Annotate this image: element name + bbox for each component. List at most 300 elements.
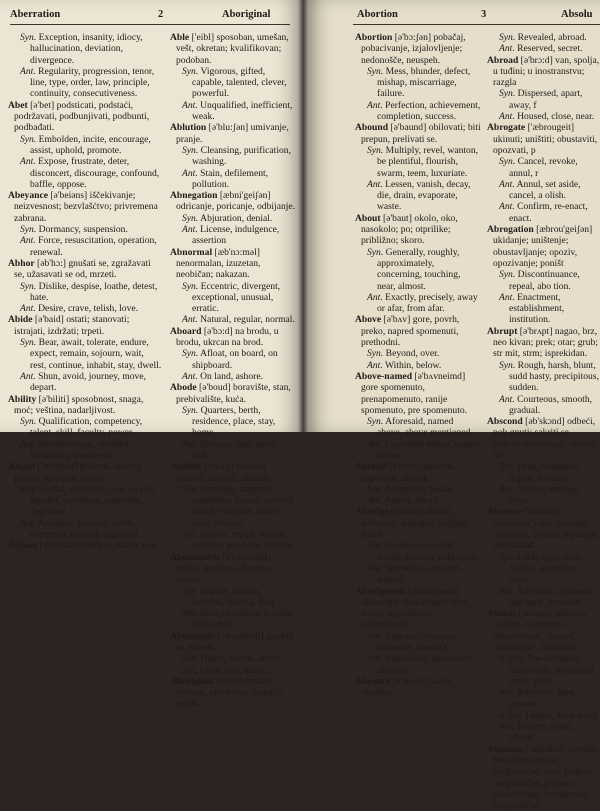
entry-text: Alongside, beside. <box>383 483 457 495</box>
synonym-line <box>487 687 600 710</box>
dictionary-entry <box>8 394 162 417</box>
entry-text: [əb'hɔ:] gnušati se, zgražavati se, užasavati se od, mrzeti. <box>14 257 151 281</box>
left-guide-word: Aberration <box>10 9 61 20</box>
entry-text: Natural, regular, normal. <box>197 314 295 326</box>
headword: Abide <box>8 314 33 326</box>
synonym-line <box>355 247 481 292</box>
headword: Abridge <box>355 506 389 518</box>
entry-text: [ə'bridʒmənt] skraćenje, skraćivanje; izlet, izvod; ograničenje, sekraćivanje. <box>361 585 470 631</box>
entry-text: [ə'brest] uporedo, naporedo, ukorak. <box>361 461 458 484</box>
usage-label: Syn. <box>20 280 37 292</box>
usage-label: Syn. <box>499 269 516 281</box>
usage-label: Ant. <box>499 483 515 495</box>
entry-text: [ə'baund] obilovati; biti prepun, prelivati se. <box>361 122 481 145</box>
headword: Abode <box>170 382 197 394</box>
entry-text: Impure, odious, horrible, hateful, foul. <box>192 585 277 608</box>
usage-label: Syn. <box>20 224 37 236</box>
usage-label: Ant. <box>499 393 515 405</box>
usage-label: Ant. <box>182 314 198 326</box>
dictionary-entry <box>355 32 481 66</box>
usage-label: Ant. <box>182 664 198 676</box>
right-page <box>303 0 600 811</box>
entry-text: Unqualified, inefficient, weak. <box>192 99 293 123</box>
left-guide-word-end: Aboriginal <box>222 9 271 20</box>
entry-text: [æbni'geiʃən] odricanje, poricanje, odbijanje. <box>176 190 296 213</box>
entry-text: Present, come, attend. <box>509 721 574 744</box>
entry-text: [ə'bʌv] gore, povrh, preko, napred spomenuti, prethodni. <box>361 314 460 349</box>
synonym-line <box>170 484 296 529</box>
right-header-rule <box>353 24 600 25</box>
entry-text: Generally, roughly, approximately, concerning, touching, near, almost. <box>377 246 461 292</box>
usage-label: Syn. <box>367 65 384 77</box>
entry-text: Rough, harsh, blunt, sudd hasty, precipitous, sudden. <box>509 359 599 394</box>
entry-text: Bivouac, tent, perch, halt. <box>192 438 280 461</box>
usage-label: Ant. <box>182 167 198 179</box>
dictionary-entry <box>355 213 481 247</box>
dictionary-entry <box>487 506 600 551</box>
usage-label: Syn. <box>499 88 516 100</box>
entry-text: Dormancy, suspension. <box>36 224 128 236</box>
entry-text: Lessen, vanish, decay, die, drain, evaporate, waste. <box>377 178 471 213</box>
usage-label: Ant. <box>182 438 198 450</box>
headword: Absolute <box>487 743 524 755</box>
synonym-line <box>8 416 162 439</box>
synonym-line <box>487 269 600 292</box>
entry-text: Dispersed, apart, away, f <box>509 88 583 111</box>
dictionary-entry <box>355 506 481 540</box>
entry-text: Aforesaid, named above, above mentioned. <box>377 416 473 439</box>
right-page-number: 3 <box>481 9 487 20</box>
synonym-line <box>355 360 481 371</box>
headword: About <box>355 212 381 224</box>
synonym-line <box>8 337 162 371</box>
synonym-line <box>8 235 162 258</box>
usage-label: Syn. <box>182 585 199 597</box>
entry-text: [ə'bɔliʃ] ukinuti; uništiti; zbrisati; ukloniti. <box>176 461 274 484</box>
synonym-line <box>487 461 600 484</box>
right-guide-word-end: Absolu <box>561 9 593 20</box>
synonym-line <box>8 281 162 304</box>
headword: Abject <box>8 461 36 473</box>
usage-label: Ant. <box>182 608 198 620</box>
usage-label: Ant. <box>367 653 383 665</box>
synonym-line <box>355 66 481 100</box>
entry-text: [ə'bɔ:ʃən] pobačaj, pobacivanje, izjalovljenje; nedonošče, neuspeh. <box>361 32 466 66</box>
entry-text: ['eibl] sposoban, umešan, vešt, okretan; kvalifikovan; podoban. <box>176 32 289 66</box>
entry-text: [ə'bridʒ] skratiti, potkratiti; smanjiti; zašiljati; suziti. <box>361 506 470 541</box>
synonym-line <box>487 43 600 54</box>
entry-text: [ə'brɔ:d] van, spolja, u tuđini; u inostranstvu; razgla <box>493 54 600 89</box>
dictionary-entry <box>170 326 296 349</box>
dictionary-entry <box>8 100 162 134</box>
usage-label: Ant. <box>20 517 36 529</box>
usage-label: Syn. <box>182 65 199 77</box>
usage-label: Ant. <box>182 224 198 236</box>
entry-text: Depart, keep away. <box>523 709 600 721</box>
entry-text: Bear, await, tolerate, endure, expect, remain, sojourn, wait, rest, continue, inhabit, stay, dwell. <box>30 337 162 371</box>
headword: Aboard <box>170 325 202 337</box>
usage-label: Ant. <box>367 438 383 450</box>
headword: Abroach <box>355 675 391 687</box>
entry-text: [əb'dʒuə] odreći se, zaklet vom <box>37 540 159 552</box>
synonym-line <box>487 32 600 43</box>
dictionary-entry <box>355 676 481 699</box>
dictionary-entry <box>487 122 600 156</box>
synonym-line <box>355 439 481 462</box>
synonym-line <box>355 563 481 586</box>
headword: Abet <box>8 99 28 111</box>
usage-label: Ant. <box>20 438 36 450</box>
usage-label: Syn. <box>367 416 384 428</box>
left-page-number: 2 <box>158 9 164 20</box>
entry-text: Confirm, re-enact, enact. <box>509 201 588 224</box>
entry-text: [ə'bɔmineit] gnušati se, mrzeti. <box>176 630 294 654</box>
entry-text: Afloat, on board, on shipboard. <box>192 348 278 371</box>
usage-label: Syn. <box>20 483 37 495</box>
entry-text: Courteous, smooth, gradual. <box>509 393 593 416</box>
synonym-line <box>170 439 296 462</box>
synonym-line <box>170 224 296 247</box>
usage-label: Ant. <box>20 303 36 315</box>
synonym-line <box>487 394 600 417</box>
entry-text: Arrogant, princely, noble, esteemed, exalted, dignified. <box>30 517 141 541</box>
synonym-line <box>487 586 600 609</box>
right-page-column-2 <box>487 32 600 811</box>
entry-text: Lack, separation, failure, in tention, want. <box>509 551 584 586</box>
dictionary-entry <box>8 540 162 551</box>
entry-text: Cancel, revoke, annul, r <box>509 156 578 179</box>
synonym-line <box>8 439 162 462</box>
left-header-rule <box>10 24 290 25</box>
entry-text: [ə'bʌvneimd] gore spomenuto, prenapomenuto, ranije spomenuto, pre spomenuto. <box>361 370 468 416</box>
entry-text: [ə'broutʃ] načet, otepljen, <box>361 675 454 699</box>
synonym-line <box>8 303 162 314</box>
synonym-line <box>487 360 600 394</box>
dictionary-entry <box>170 631 296 654</box>
usage-label: Syn. <box>367 630 384 642</box>
synonym-line <box>487 653 600 687</box>
synonym-line <box>170 145 296 168</box>
synonym-line <box>355 631 481 654</box>
entry-text: [ə'bet] podsticati, podstaći, podržavati, podbunjivati, podbunti, podbađati. <box>14 99 150 134</box>
entry-text: Mess, blunder, defect, mishap, miscarriage, failure. <box>377 65 471 100</box>
usage-label: Syn. <box>367 348 384 360</box>
synonym-line <box>487 721 600 744</box>
headword: Abnegation <box>170 190 218 202</box>
synonym-line <box>8 484 162 518</box>
dictionary-entry <box>355 314 481 348</box>
synonym-line <box>355 495 481 506</box>
synonym-line <box>487 156 600 179</box>
usage-label: Ant. <box>20 65 36 77</box>
synonym-line <box>355 348 481 359</box>
headword: Absent <box>487 608 516 620</box>
entry-text: Shun, avoid, journey, move, depart. <box>30 370 146 394</box>
synonym-line <box>8 371 162 394</box>
usage-label: Syn. <box>367 483 384 495</box>
entry-text: Cleansing, purification, washing. <box>192 144 291 168</box>
entry-text: Multiply, revel, wanton, be plentiful, flourish, swarm, teem, luxuriate. <box>377 144 479 179</box>
dictionary-entry <box>487 55 600 89</box>
dictionary-entry <box>487 416 600 461</box>
entry-text: Pre-occupied, inattentive, abstracted, away, gone. <box>509 653 596 687</box>
synonym-line <box>487 484 600 507</box>
usage-label: Ant. <box>499 721 515 733</box>
synonym-line <box>355 292 481 315</box>
dictionary-entry <box>170 382 296 405</box>
usage-label: Syn. <box>182 212 199 224</box>
usage-label: Ant. <box>367 291 383 303</box>
usage-label: Ant. <box>20 370 36 382</box>
entry-text: Desire, crave, telish, love. <box>35 303 139 315</box>
synonym-line <box>8 156 162 190</box>
usage-label: Ant. <box>499 687 515 699</box>
usage-label: Ant. <box>367 178 383 190</box>
entry-text: Quarters, berth, residence, place, stay, home. <box>192 404 276 439</box>
synonym-line <box>170 665 296 676</box>
synonym-line <box>355 653 481 676</box>
right-page-column-1 <box>355 32 481 699</box>
usage-label: Syn. <box>182 653 199 665</box>
entry-text: Condense, curtail, lessen, shorten, abbreviate. <box>377 540 481 563</box>
entry-text: Appear, emerge, show. <box>509 483 580 507</box>
usage-label: Ant. <box>367 99 383 111</box>
headword: Abominate <box>170 630 216 642</box>
synonym-line <box>355 540 481 563</box>
dictionary-entry <box>8 190 162 224</box>
book-gutter <box>298 0 308 432</box>
headword: Above <box>355 314 382 326</box>
entry-text: Regularity, progression, tenor, line, type, order, law, principle, continuity, consecutiveness. <box>30 65 155 100</box>
entry-text: ['æbsənt] odsutan; rasejan, rastresen;— odsustvovati, izostati, izostavljati, izostajati. <box>493 608 588 654</box>
dictionary-entry <box>487 744 600 811</box>
synonym-line <box>487 292 600 326</box>
usage-label: Ant. <box>367 562 383 574</box>
entry-text: Love, like, desire. <box>197 664 270 676</box>
entry-text: Maladroitness, inability, incapacity, weakness. <box>30 438 132 461</box>
synonym-line <box>8 224 162 235</box>
entry-text: [ə'blu:ʃən] umivanje, pranje. <box>176 122 289 145</box>
entry-text: Reserved, secret. <box>514 43 583 55</box>
entry-text: Exposition, annotation, dilution. <box>377 653 475 676</box>
usage-label: Ant. <box>499 585 515 597</box>
entry-text: Epitome, synopsis, summary, abstract. <box>377 630 459 654</box>
synonym-line <box>170 281 296 315</box>
entry-text: Attentive, here, present. <box>509 687 577 710</box>
entry-text: ['æbsəns] odsutnost, odsu vovanje; odsustvo, izostan nepažnja; nedostatak. <box>493 506 599 552</box>
usage-label: Syn. <box>20 32 37 43</box>
entry-text: Pure, charming, lovable, delectable. <box>192 608 295 631</box>
entry-text: Within, below. <box>382 359 442 371</box>
dictionary-entry <box>487 326 600 360</box>
entry-text: Beyond, over. <box>383 348 440 360</box>
synonym-line <box>170 100 296 123</box>
usage-label: Syn. <box>499 156 516 168</box>
dictionary-entry <box>170 32 296 66</box>
dictionary-entry <box>170 247 296 281</box>
synonym-line <box>8 134 162 157</box>
entry-text: Perfection, achievement, completion, success. <box>377 99 481 123</box>
synonym-line <box>487 179 600 202</box>
synonym-line <box>170 168 296 191</box>
entry-text: ['æbsəlu:t] savršen, besu bezuslovan; bezgraničan; pun; potpun; neograničen, potpun; modovoljan; bezuslovan; bezgraničan <box>493 743 600 811</box>
usage-label: Ant. <box>20 156 36 168</box>
headword: Abhor <box>8 257 35 269</box>
usage-label: Syn. <box>367 540 384 552</box>
synonym-line <box>487 552 600 586</box>
entry-text: On land, ashore. <box>197 370 264 382</box>
synonym-line <box>355 484 481 495</box>
left-page <box>0 0 303 710</box>
usage-label: Syn. <box>499 359 516 371</box>
dictionary-entry <box>355 371 481 416</box>
dictionary-entry <box>170 122 296 145</box>
headword: Absence <box>487 506 522 518</box>
synonym-line <box>355 100 481 123</box>
dictionary-entry <box>487 224 600 269</box>
entry-text: Exception, insanity, idiocy, hallucination, deviation, divergence. <box>30 32 143 66</box>
synonym-line <box>355 145 481 179</box>
entry-text: ['æbrougeit] ukinuti; uništiti; obustaviti, opozvati, p <box>493 122 598 156</box>
synonym-line <box>170 213 296 224</box>
entry-text: Annul, set aside, cancel, a olish. <box>509 178 581 202</box>
right-guide-word: Abortion <box>357 9 398 20</box>
entry-text: Expose, frustrate, deter, disconcert, discourage, confound, baffle, oppose. <box>30 156 160 190</box>
entry-text: ['æbdʒekt] prezren, unižen; podao; odvratan; jadan. <box>14 461 142 484</box>
dictionary-entry <box>355 122 481 145</box>
dictionary-entry <box>170 190 296 213</box>
usage-label: Ant. <box>182 99 198 111</box>
entry-text: Force, resuscitation, operation, renewal. <box>30 235 157 258</box>
headword: Abolish <box>170 461 202 473</box>
synonym-line <box>170 653 296 664</box>
entry-text: Eccentric, divergent, exceptional, unusual, erratic. <box>192 280 281 315</box>
usage-label: Syn. <box>499 551 516 563</box>
entry-text: Discontinuance, repeal, abo tion. <box>509 269 580 292</box>
usage-label: Ant. <box>499 43 515 55</box>
entry-text: Astern, ahead. <box>382 495 440 507</box>
entry-text: [ə'bɔminəbl] gadan, gnušan, odvratan, mrzak. <box>176 551 272 586</box>
headword: Abreast <box>355 461 388 473</box>
left-page-column-2 <box>170 32 296 710</box>
usage-label: Ant. <box>367 495 383 507</box>
headword: Abound <box>355 122 389 134</box>
entry-text: [æbrou'geiʃən] ukidanje; uništenje; obustavljanje; opoziv, opozivanje; poništ <box>493 224 593 269</box>
entry-text: [ə'baid] ostati; stanovati; istrajati, izdržati; trpeti. <box>14 314 130 337</box>
entry-text: Embolden, incite, encourage, assist, uphold, promote. <box>30 133 151 156</box>
dictionary-entry <box>8 258 162 281</box>
entry-text: Attention, existence, app ance, presence. <box>509 585 596 608</box>
usage-label: Ant. <box>499 178 515 190</box>
dictionary-entry <box>8 461 162 484</box>
synonym-line <box>8 32 162 66</box>
entry-text: Described below, named below. <box>377 438 480 461</box>
usage-label: Syn. <box>182 483 199 495</box>
dictionary-entry <box>170 676 296 710</box>
headword: Abjure <box>8 540 38 552</box>
usage-label: Ant. <box>499 201 515 213</box>
synonym-line <box>8 518 162 541</box>
usage-label: a. Syn. <box>499 653 525 665</box>
synonym-line <box>170 529 296 552</box>
entry-text: Hide, disappear, depart, e camp. <box>509 461 580 484</box>
synonym-line <box>170 371 296 382</box>
usage-label: Ant. <box>367 359 383 371</box>
synonym-line <box>487 88 600 111</box>
entry-text: [æb'nɔ:məl] nenormalan, izuzetan, neobičan; nakazan. <box>176 246 261 281</box>
left-page-column-1 <box>8 32 162 552</box>
entry-text: Spread out, expand, amplify. <box>377 562 462 586</box>
entry-text: [ə'biliti] sposobnost, snaga, moć; veština, nadarljivost. <box>14 393 144 416</box>
entry-text: [ə'bɔ:d] na brodu, u brodu, ukrcan na brod. <box>176 325 279 349</box>
entry-text: Revealed, abroad. <box>515 32 587 43</box>
headword: Abeyance <box>8 190 48 202</box>
synonym-line <box>355 179 481 213</box>
usage-label: Syn. <box>499 32 516 43</box>
headword: Abortion <box>355 32 393 43</box>
dictionary-entry <box>8 314 162 337</box>
dictionary-entry <box>170 461 296 484</box>
synonym-line <box>487 111 600 122</box>
usage-label: Ant. <box>182 529 198 541</box>
dictionary-entry <box>355 586 481 631</box>
entry-text: Exactly, precisely, away or afar, from afar. <box>377 291 478 315</box>
headword: Aboriginal <box>170 675 215 687</box>
synonym-line <box>170 314 296 325</box>
synonym-line <box>355 416 481 439</box>
usage-label: v. Syn. <box>499 709 524 721</box>
entry-text: License, indulgence, assertion <box>192 224 280 247</box>
usage-label: Ant. <box>20 235 36 247</box>
synonym-line <box>170 586 296 609</box>
headword: Abnormal <box>170 246 213 258</box>
entry-text: Detest, loathe, abhor. <box>198 653 282 665</box>
entry-text: [ə'beiəns] iščekivanje; neizvesnost; bezvlašćtvo; privremena zabrana. <box>14 190 158 224</box>
entry-text: Vigorous, gifted, capable, talented, clever, powerful. <box>192 65 287 100</box>
entry-text: Dislike, despise, loathe, detest, hate. <box>30 280 158 303</box>
headword: Abridgment <box>355 585 406 597</box>
usage-label: Ant. <box>499 291 515 303</box>
entry-text: Housed, close, near. <box>514 111 595 123</box>
usage-label: Ant. <box>182 370 198 382</box>
entry-text: [ə'brʌpt] nagao, brz, neo kivan; prek; otar; grub; str mit, strm; isprekidan. <box>493 325 598 360</box>
synonym-line <box>8 66 162 100</box>
synonym-line <box>170 405 296 439</box>
headword: Abominable <box>170 551 221 563</box>
entry-text: [əb'skɔnd] odbeći, pob gnuti; sakriti se, prikriti odvjetavati; odvrati se. <box>493 416 597 461</box>
headword: Abrupt <box>487 325 518 337</box>
headword: Able <box>170 32 190 43</box>
usage-label: Syn. <box>182 404 199 416</box>
entry-text: Sordid, wretched, low, servile, squalid, worthless, miserable, degraded. <box>30 483 156 518</box>
entry-text: Expunge, suppress, annihilate, cancel, subvert, annul, extirpate, make void, destroy. <box>192 483 295 529</box>
headword: Abrogation <box>487 224 534 236</box>
headword: Abroad <box>487 54 519 66</box>
entry-text: Revive, repair, restore, confirm, promote, cherish. <box>192 529 295 552</box>
entry-text: [ə'boud] boravište, stan, prebivalište, kuća. <box>176 382 291 405</box>
synonym-line <box>170 348 296 371</box>
dictionary-entry <box>355 461 481 484</box>
entry-text: Stain, defilement, pollution. <box>192 167 269 190</box>
usage-label: Syn. <box>20 337 37 349</box>
usage-label: Syn. <box>499 461 516 473</box>
headword: Ability <box>8 393 37 405</box>
headword: Above-named <box>355 370 413 382</box>
entry-text: [ə'baut] okolo, oko, nasokolo; po; otprilike; približno; skoro. <box>361 212 458 247</box>
usage-label: Syn. <box>182 280 199 292</box>
usage-label: Syn. <box>367 144 384 156</box>
entry-text: [æbə'ridʒənəl] izvoran, prvobitan; domaći; urođe- <box>176 675 283 710</box>
